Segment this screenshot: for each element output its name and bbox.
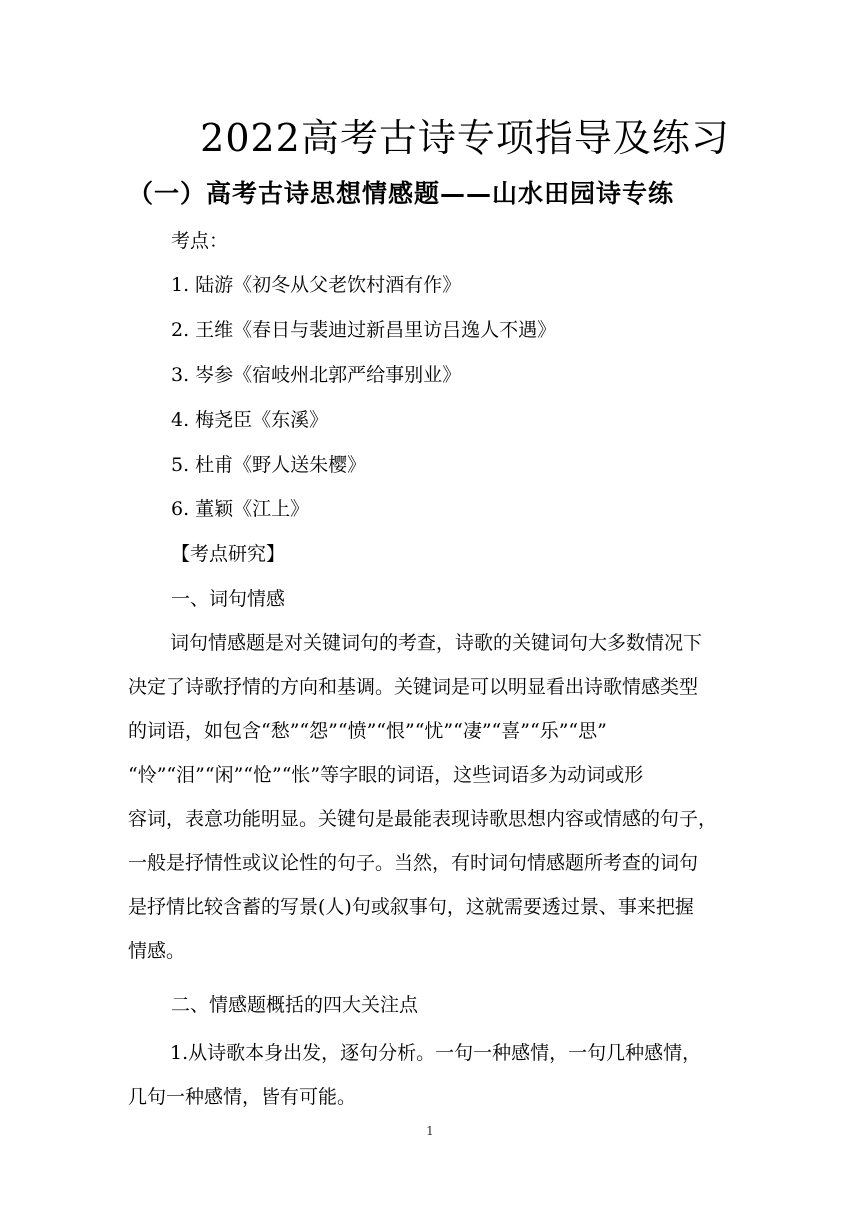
paragraph-line: 的词语，如包含“愁”“怨”“愤”“恨”“忧”“凄”“喜”“乐”“思” xyxy=(128,720,607,742)
kaodian-label: 考点： xyxy=(171,230,229,252)
page-number: 1 xyxy=(426,1124,434,1138)
document-title: 2022高考古诗专项指导及练习 xyxy=(200,116,730,160)
kaodian-item-2: 2. 王维《春日与裴迪过新昌里访吕逸人不遇》 xyxy=(171,319,557,341)
paragraph-line: 是抒情比较含蓄的写景(人)句或叙事句，这就需要透过景、事来把握 xyxy=(128,896,694,918)
kaodian-item-3: 3. 岑参《宿岐州北郭严给事别业》 xyxy=(171,364,462,386)
heading-2: 二、情感题概括的四大关注点 xyxy=(171,994,419,1016)
kaodian-item-4: 4. 梅尧臣《东溪》 xyxy=(171,409,329,431)
paragraph-line: 词句情感题是对关键词句的考查，诗歌的关键词句大多数情况下 xyxy=(170,632,703,654)
paragraph-line: 1.从诗歌本身出发，逐句分析。一句一种感情，一句几种感情， xyxy=(170,1042,702,1064)
paragraph-line: 决定了诗歌抒情的方向和基调。关键词是可以明显看出诗歌情感类型 xyxy=(128,676,699,698)
kaodian-item-5: 5. 杜甫《野人送朱樱》 xyxy=(171,454,367,476)
paragraph-line: “怜”“泪”“闲”“怆”“怅”等字眼的词语，这些词语多为动词或形 xyxy=(128,764,644,786)
kaodian-item-6: 6. 董颖《江上》 xyxy=(171,498,310,520)
paragraph-line: 情感。 xyxy=(128,940,186,962)
heading-1: 一、词句情感 xyxy=(171,588,286,610)
kaodian-item-1: 1. 陆游《初冬从父老饮村酒有作》 xyxy=(171,274,462,296)
section-label: 【考点研究】 xyxy=(171,543,286,565)
paragraph-line: 一般是抒情性或议论性的句子。当然，有时词句情感题所考查的词句 xyxy=(128,852,699,874)
section-subtitle: （一）高考古诗思想情感题——山水田园诗专练 xyxy=(128,179,675,208)
paragraph-line: 容词，表意功能明显。关键句是最能表现诗歌思想内容或情感的句子， xyxy=(128,808,718,830)
paragraph-line: 几句一种感情，皆有可能。 xyxy=(128,1086,357,1108)
